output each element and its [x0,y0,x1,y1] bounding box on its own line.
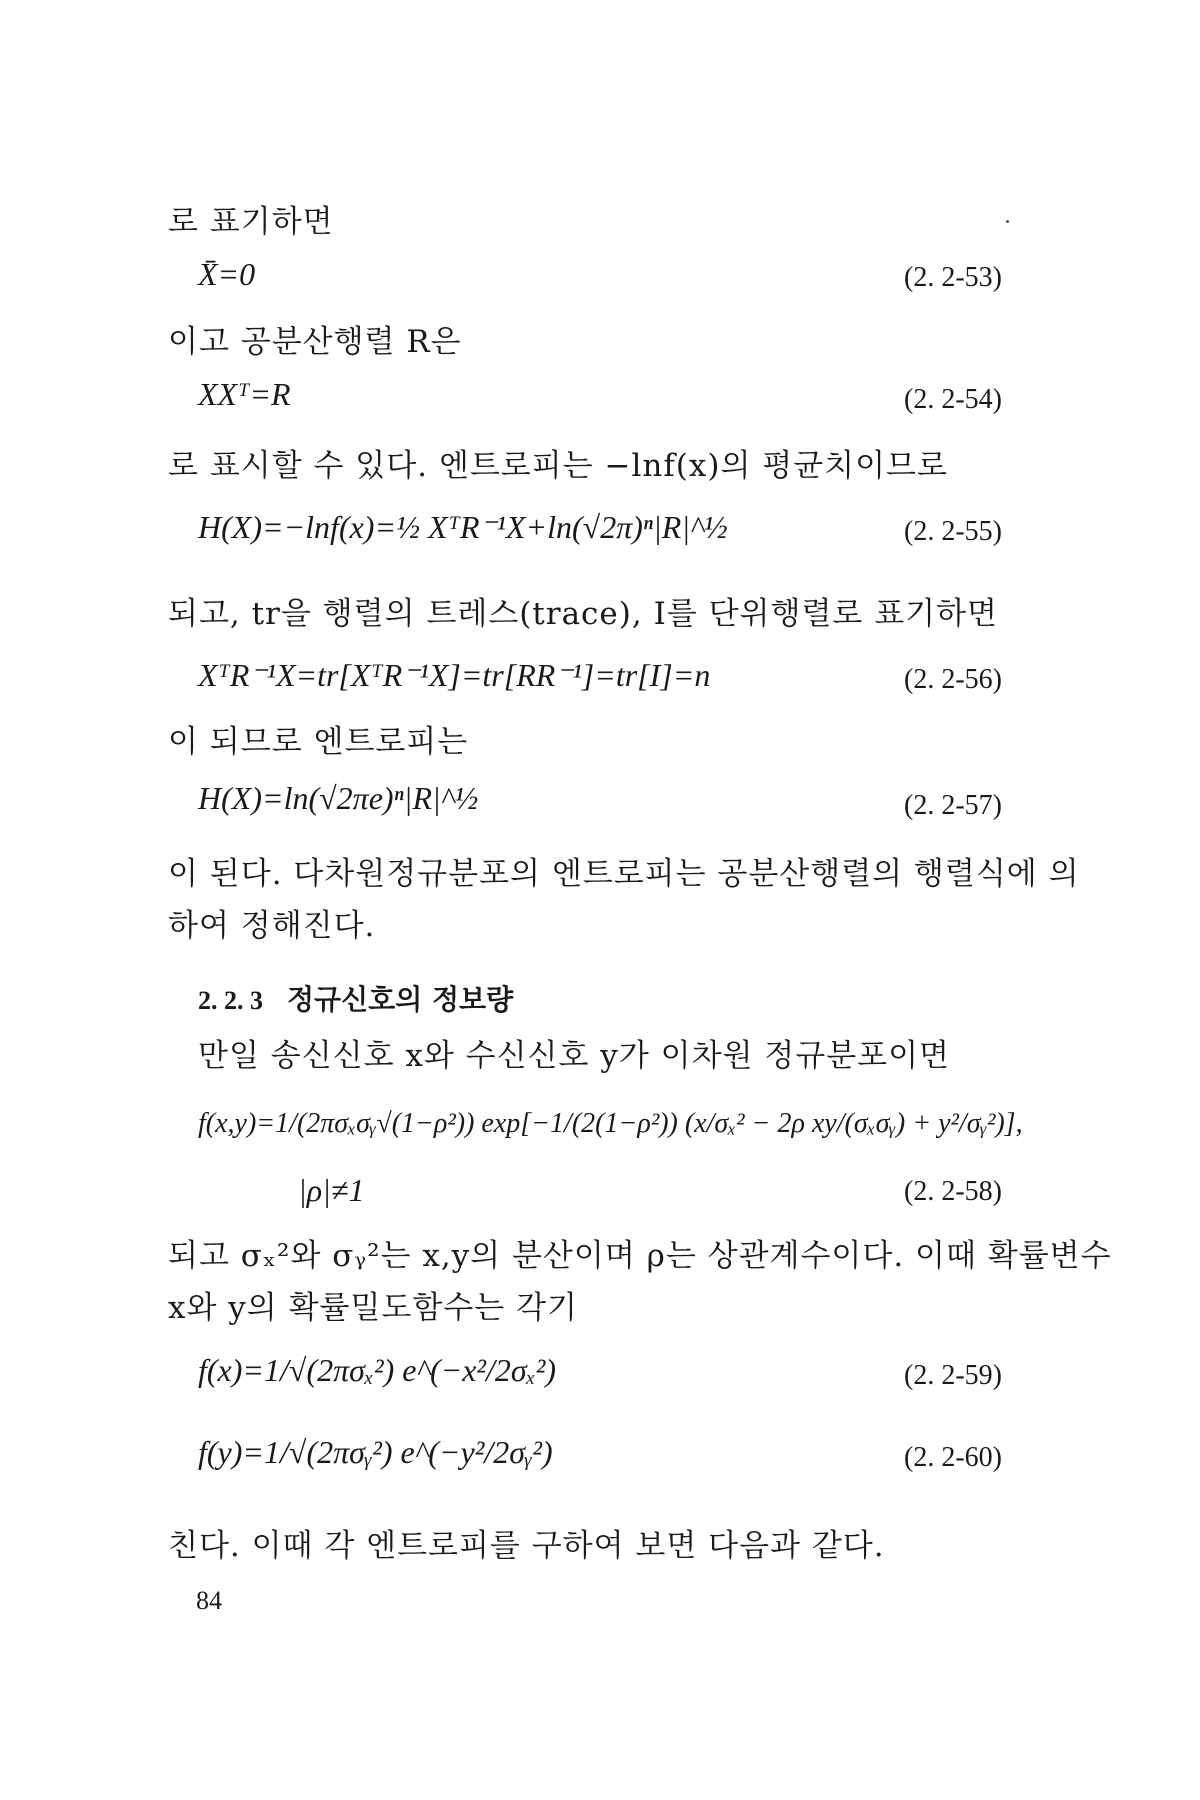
equation-2-2-59: f(x)=1/√(2πσₓ²) e^(−x²/2σₓ²) [198,1352,557,1388]
equation-2-2-58: f(x,y)=1/(2πσₓσᵧ√(1−ρ²)) exp[−1/(2(1−ρ²)) (x/σₓ² − 2ρ xy/(σₓσᵧ) + y²/σᵧ²)], [198,1108,1023,1139]
text-line-9: 되고 σₓ²와 σᵧ²는 x,y의 분산이며 ρ는 상관계수이다. 이때 확률변수 [168,1238,1112,1274]
equation-2-2-57: H(X)=ln(√2πe)ⁿ|R|^½ [198,780,479,816]
equation-number-2-2-53: (2. 2-53) [904,262,1002,293]
equation-number-2-2-54: (2. 2-54) [904,384,1002,415]
text-line-5: 이 되므로 엔트로피는 [168,724,469,760]
text-line-1: 로 표기하면 [168,204,334,240]
text-line-8: 만일 송신신호 x와 수신신호 y가 이차원 정규분포이면 [198,1038,950,1074]
text-line-3: 로 표시할 수 있다. 엔트로피는 −lnf(x)의 평균치이므로 [168,448,948,484]
text-line-4: 되고, tr을 행렬의 트레스(trace), I를 단위행렬로 표기하면 [168,596,998,632]
section-title: 정규신호의 정보량 [287,983,514,1016]
equation-2-2-60: f(y)=1/√(2πσᵧ²) e^(−y²/2σᵧ²) [198,1434,553,1470]
scan-speck [1006,220,1009,223]
section-number: 2. 2. 3 [198,986,263,1015]
text-line-2: 이고 공분산행렬 R은 [168,324,462,360]
text-line-6: 이 된다. 다차원정규분포의 엔트로피는 공분산행렬의 행렬식에 의 [168,856,1080,892]
page-number: 84 [196,1586,222,1615]
equation-number-2-2-57: (2. 2-57) [904,790,1002,821]
section-heading [198,978,513,1018]
equation-number-2-2-59: (2. 2-59) [904,1360,1002,1391]
equation-2-2-55: H(X)=−lnf(x)=½ XᵀR⁻¹X+ln(√2π)ⁿ|R|^½ [198,509,728,545]
equation-2-2-58-condition: |ρ|≠1 [298,1172,365,1208]
equation-number-2-2-60: (2. 2-60) [904,1442,1002,1473]
text-line-7: 하여 정해진다. [168,908,376,944]
equation-number-2-2-58: (2. 2-58) [904,1176,1002,1207]
equation-number-2-2-56: (2. 2-56) [904,664,1002,695]
equation-2-2-53: X̄=0 [198,256,256,292]
text-line-10: x와 y의 확률밀도함수는 각기 [168,1290,578,1326]
equation-2-2-54: XXᵀ=R [198,376,291,412]
equation-number-2-2-55: (2. 2-55) [904,516,1002,547]
equation-2-2-56: XᵀR⁻¹X=tr[XᵀR⁻¹X]=tr[RR⁻¹]=tr[I]=n [198,657,711,693]
text-line-11: 친다. 이때 각 엔트로피를 구하여 보면 다음과 같다. [168,1528,885,1564]
